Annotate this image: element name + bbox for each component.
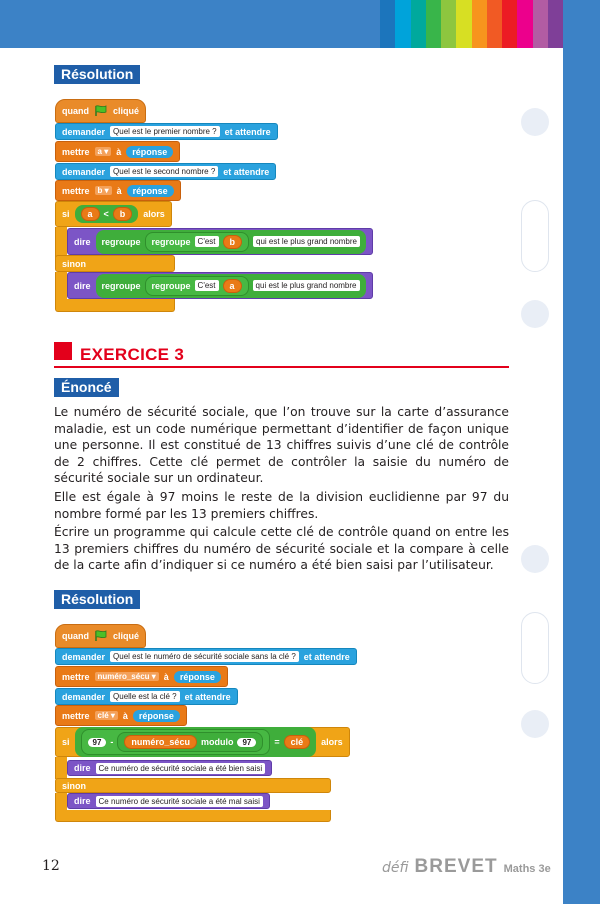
color-stripe	[441, 0, 456, 48]
brand-main: BREVET	[414, 856, 498, 877]
ask-label: demander	[62, 126, 106, 137]
else-arm	[55, 793, 67, 811]
set-label: mettre	[62, 671, 90, 682]
equals-operator[interactable]	[75, 727, 317, 757]
ask-block[interactable]	[55, 688, 238, 705]
page-number: 12	[42, 858, 60, 874]
color-stripe	[472, 0, 487, 48]
text-input[interactable]: qui est le plus grand nombre	[253, 280, 360, 291]
number-input[interactable]: 97	[88, 738, 107, 747]
resolution-label: Résolution	[54, 65, 140, 84]
say-block[interactable]	[67, 760, 272, 776]
variable-dropdown[interactable]: b ▾	[95, 186, 112, 195]
ask-suffix: et attendre	[303, 651, 350, 662]
variable-reporter[interactable]: a	[223, 279, 242, 293]
header-band	[0, 0, 380, 48]
operator-symbol: <	[103, 209, 109, 219]
variable-dropdown[interactable]: clé ▾	[95, 711, 118, 720]
color-stripe	[502, 0, 517, 48]
join-label: regroupe	[101, 280, 141, 291]
hat-suffix: cliqué	[113, 106, 140, 116]
green-flag-icon	[94, 630, 108, 642]
join-label: regroupe	[151, 236, 191, 247]
brand-suffix: Maths 3e	[503, 863, 551, 875]
variable-reporter[interactable]: b	[113, 207, 133, 221]
when-flag-clicked-block[interactable]	[55, 624, 146, 648]
exercise-rule	[54, 366, 509, 368]
text-input[interactable]: C'est	[195, 236, 219, 247]
ask-label: demander	[62, 651, 106, 662]
to-label: à	[116, 146, 122, 157]
when-flag-clicked-block[interactable]	[55, 99, 146, 123]
if-else-block[interactable]	[55, 727, 350, 757]
operator-symbol: modulo	[200, 737, 234, 747]
binder-slot	[521, 612, 549, 684]
color-stripe	[395, 0, 410, 48]
color-stripe	[487, 0, 502, 48]
exercise-title: EXERCICE 3	[80, 345, 185, 364]
variable-name: numéro_sécu	[97, 672, 150, 681]
if-else-foot	[55, 810, 331, 822]
ask-input[interactable]: Quelle est la clé ?	[110, 691, 180, 702]
if-else-foot	[55, 299, 175, 312]
ask-label: demander	[62, 166, 106, 177]
ask-block[interactable]	[55, 648, 357, 665]
answer-reporter[interactable]: réponse	[174, 671, 221, 683]
operator-symbol: =	[274, 737, 280, 747]
ask-input[interactable]: Quel est le second nombre ?	[110, 166, 218, 177]
variable-reporter[interactable]: numéro_sécu	[124, 735, 197, 749]
ask-label: demander	[62, 691, 106, 702]
statement-paragraph: Écrire un programme qui calcule cette clé de contrôle quand on entre les 13 premiers chiffres du numéro de sécurité sociale et la compare à celle de la carte afin d’indiquer si ce numéro a été bien saisi par l’utilisateur.	[54, 525, 509, 572]
say-label: dire	[74, 796, 91, 806]
color-stripe	[380, 0, 395, 48]
answer-reporter[interactable]: réponse	[133, 710, 180, 722]
color-stripe	[456, 0, 471, 48]
say-label: dire	[74, 236, 91, 247]
set-variable-block[interactable]	[55, 666, 228, 687]
resolution-label: Résolution	[54, 590, 140, 609]
ask-block[interactable]	[55, 163, 276, 180]
say-label: dire	[74, 763, 91, 773]
operator-symbol: -	[110, 737, 114, 747]
ask-input[interactable]: Quel est le premier nombre ?	[110, 126, 220, 137]
say-block[interactable]	[67, 228, 373, 255]
variable-reporter[interactable]: b	[223, 235, 243, 249]
set-variable-block[interactable]	[55, 180, 181, 201]
side-bar	[563, 0, 600, 904]
then-label: alors	[321, 737, 343, 747]
if-else-block[interactable]	[55, 201, 172, 227]
ask-suffix: et attendre	[184, 691, 231, 702]
text-input[interactable]: C'est	[195, 280, 219, 291]
ask-block[interactable]	[55, 123, 278, 140]
subtract-operator[interactable]	[81, 729, 271, 755]
variable-name: clé	[97, 711, 109, 720]
else-label-row	[55, 778, 331, 793]
color-stripe	[517, 0, 532, 48]
variable-dropdown[interactable]: numéro_sécu ▾	[95, 672, 159, 681]
statement-label: Énoncé	[54, 378, 119, 397]
number-input[interactable]: 97	[237, 738, 256, 747]
set-label: mettre	[62, 185, 90, 196]
else-arm	[55, 272, 67, 302]
set-label: mettre	[62, 146, 90, 157]
if-label: si	[62, 209, 70, 219]
set-label: mettre	[62, 710, 90, 721]
exercise-marker	[54, 342, 72, 360]
color-stripes	[380, 0, 563, 48]
to-label: à	[163, 671, 169, 682]
ask-suffix: et attendre	[223, 166, 270, 177]
else-label: sinon	[62, 780, 86, 791]
join-label: regroupe	[151, 280, 191, 291]
to-label: à	[122, 710, 128, 721]
brand-prefix: défi	[382, 860, 409, 876]
hat-suffix: cliqué	[113, 631, 140, 641]
say-block[interactable]	[67, 272, 373, 299]
brand-logo	[382, 856, 551, 878]
answer-reporter[interactable]: réponse	[127, 185, 174, 197]
join-operator[interactable]	[145, 276, 249, 296]
then-label: alors	[143, 209, 165, 219]
color-stripe	[411, 0, 426, 48]
green-flag-icon	[94, 105, 108, 117]
ask-input[interactable]: Quel est le numéro de sécurité sociale sans la clé ?	[110, 651, 299, 662]
variable-dropdown[interactable]: a ▾	[95, 147, 112, 156]
text-input[interactable]: qui est le plus grand nombre	[253, 236, 360, 247]
binder-hole	[521, 545, 549, 573]
binder-hole	[521, 710, 549, 738]
hat-label: quand	[62, 631, 89, 641]
say-label: dire	[74, 280, 91, 291]
join-operator[interactable]	[96, 230, 366, 254]
hat-label: quand	[62, 106, 89, 116]
variable-reporter[interactable]: a	[81, 207, 100, 221]
variable-name: b	[97, 186, 103, 195]
say-block[interactable]	[67, 793, 270, 809]
binder-hole	[521, 108, 549, 136]
else-label-row	[55, 255, 175, 272]
color-stripe	[548, 0, 563, 48]
modulo-operator[interactable]	[117, 732, 263, 752]
ask-suffix: et attendre	[224, 126, 271, 137]
variable-name: a	[97, 147, 102, 156]
color-stripe	[533, 0, 548, 48]
if-arm	[55, 757, 67, 779]
variable-reporter[interactable]: clé	[284, 735, 311, 749]
text-input[interactable]: Ce numéro de sécurité sociale a été mal saisi	[96, 796, 263, 807]
join-operator[interactable]	[96, 274, 366, 298]
if-label: si	[62, 737, 70, 747]
less-than-operator[interactable]	[75, 205, 139, 223]
join-operator[interactable]	[145, 232, 250, 252]
binder-slot	[521, 200, 549, 272]
set-variable-block[interactable]	[55, 705, 187, 726]
set-variable-block[interactable]	[55, 141, 180, 162]
statement-paragraph: Elle est égale à 97 moins le reste de la division euclidienne par 97 du nombre formé par les 13 premiers chiffres.	[54, 490, 509, 521]
to-label: à	[116, 185, 122, 196]
answer-reporter[interactable]: réponse	[126, 146, 173, 158]
binder-hole	[521, 300, 549, 328]
statement-paragraph: Le numéro de sécurité sociale, que l’on trouve sur la carte d’assurance maladie, est un code numérique permettant d’identifier de façon unique une personne. Il est constitué de 13 chiffres suivis d’une clé de contrôle de 2 chiffres. Cette clé permet de contrôler la saisie du numéro de sécurité sociale sur un ordinateur.	[54, 405, 509, 485]
else-label: sinon	[62, 258, 86, 269]
join-label: regroupe	[101, 236, 141, 247]
text-input[interactable]: Ce numéro de sécurité sociale a été bien saisi	[96, 763, 266, 774]
color-stripe	[426, 0, 441, 48]
